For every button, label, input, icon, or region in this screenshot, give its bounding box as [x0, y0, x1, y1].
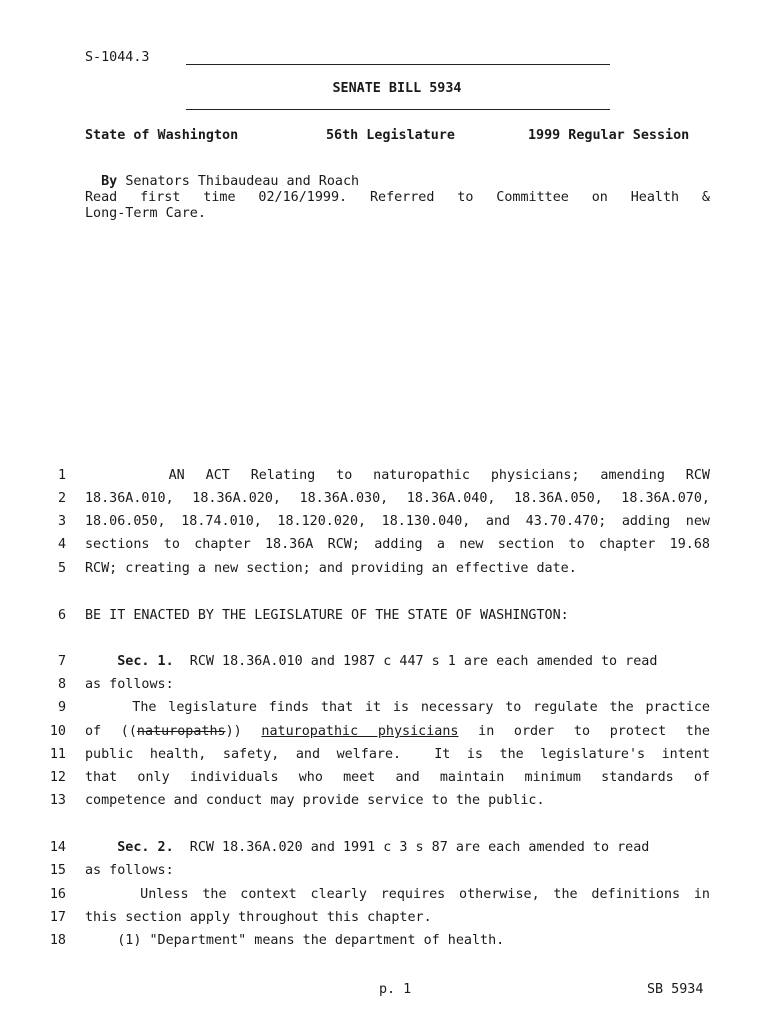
bill-line: [85, 700, 710, 715]
read-line-1: Read first time 02/16/1999. Referred to Committee on Health &: [85, 190, 710, 205]
line-number: 14: [49, 840, 66, 855]
struck-text: naturopaths: [136, 724, 226, 739]
line-number: 9: [57, 700, 66, 715]
footer-bill-ref: SB 5934: [647, 982, 704, 997]
line-text: RCW; creating a new section; and providing an effective date.: [85, 561, 577, 576]
read-line-2: Long-Term Care.: [85, 206, 206, 221]
line-text: of ((: [85, 724, 137, 739]
line-number: 4: [57, 537, 66, 552]
bill-line: [85, 608, 710, 623]
line-text: AN ACT Relating to naturopathic physicians; amending RCW: [85, 468, 710, 483]
line-text: that only individuals who meet and maintain minimum standards of: [85, 770, 710, 785]
bill-line: [85, 677, 710, 692]
header-rule-top: [186, 64, 610, 65]
bill-line: [85, 654, 710, 669]
session-label: 1999 Regular Session: [528, 128, 690, 143]
line-text: (1) "Department" means the department of health.: [85, 933, 505, 948]
line-text: public health, safety, and welfare. It is the legislature's intent: [85, 747, 710, 762]
bill-line: [85, 933, 710, 948]
line-text: in order to protect the: [458, 724, 710, 739]
line-text: this section apply throughout this chapter.: [85, 910, 432, 925]
by-label: By: [101, 174, 118, 189]
bill-line: [85, 537, 710, 552]
legislature-label: 56th Legislature: [326, 128, 455, 143]
line-number: 8: [57, 677, 66, 692]
line-number: 5: [57, 561, 66, 576]
line-number: 6: [57, 608, 66, 623]
line-number: 10: [49, 724, 66, 739]
line-text: RCW 18.36A.020 and 1991 c 3 s 87 are each amended to read: [173, 840, 650, 855]
line-number: 7: [57, 654, 66, 669]
bill-line: [85, 747, 710, 762]
bill-line: [85, 724, 710, 739]
bill-line: [85, 514, 710, 529]
line-number: 17: [49, 910, 66, 925]
section-label: Sec. 1.: [117, 654, 174, 669]
line-text: as follows:: [85, 677, 174, 692]
section-label: Sec. 2.: [117, 840, 174, 855]
line-number: 3: [57, 514, 66, 529]
line-text: Unless the context clearly requires otherwise, the definitions in: [85, 887, 710, 902]
line-number: 13: [49, 793, 66, 808]
line-number: 1: [57, 468, 66, 483]
bill-line: [85, 863, 710, 878]
line-number: 16: [49, 887, 66, 902]
line-text: )): [225, 724, 262, 739]
line-text: 18.36A.010, 18.36A.020, 18.36A.030, 18.36A.040, 18.36A.050, 18.36A.070,: [85, 491, 710, 506]
line-number: 15: [49, 863, 66, 878]
sponsors-line: [85, 159, 359, 189]
bill-line: [85, 887, 710, 902]
bill-line: [85, 793, 710, 808]
bill-line: [85, 770, 710, 785]
header-rule-bottom: [186, 109, 610, 110]
line-number: 11: [49, 747, 66, 762]
line-text: BE IT ENACTED BY THE LEGISLATURE OF THE STATE OF WASHINGTON:: [85, 608, 569, 623]
line-text: The legislature finds that it is necessary to regulate the practice: [85, 700, 710, 715]
bill-line: [85, 910, 710, 925]
line-number: 2: [57, 491, 66, 506]
line-number: 18: [49, 933, 66, 948]
line-text: sections to chapter 18.36A RCW; adding a new section to chapter 19.68: [85, 537, 710, 552]
bill-line: [85, 491, 710, 506]
line-text: competence and conduct may provide service to the public.: [85, 793, 545, 808]
bill-line: [85, 840, 710, 855]
line-text: 18.06.050, 18.74.010, 18.120.020, 18.130.040, and 43.70.470; adding new: [85, 514, 710, 529]
line-text: as follows:: [85, 863, 174, 878]
bill-title: SENATE BILL 5934: [332, 81, 462, 96]
line-number: 12: [49, 770, 66, 785]
line-text: RCW 18.36A.010 and 1987 c 447 s 1 are each amended to read: [173, 654, 658, 669]
bill-line: [85, 561, 710, 576]
bill-line: [85, 468, 710, 483]
page-number: p. 1: [379, 982, 412, 997]
inserted-text: naturopathic physicians: [261, 724, 459, 739]
doc-id: S-1044.3: [85, 50, 150, 65]
state-label: State of Washington: [85, 128, 239, 143]
sponsors: Senators Thibaudeau and Roach: [125, 174, 360, 189]
